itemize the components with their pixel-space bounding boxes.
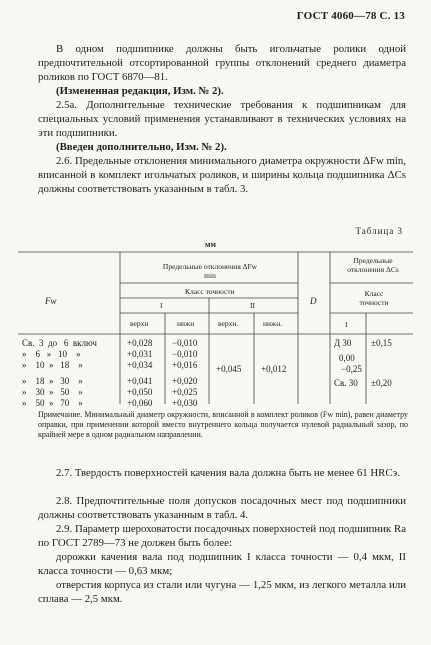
header-group-cs: Предельные отклонения ΔCs: [347, 256, 399, 274]
table-row-label: Св. 3 до 6 включ: [22, 338, 97, 348]
header-lower-2: нижн.: [263, 319, 283, 328]
header-class: Класс точности: [185, 287, 235, 296]
paragraph-2-7: 2.7. Твердость поверхностей качения вала должна быть не менее 61 HRCэ.: [56, 467, 400, 479]
table-row-label: » 6 » 10 »: [22, 349, 81, 359]
cs-upper: 0,00: [339, 353, 355, 363]
table-caption: Таблица 3: [355, 226, 403, 236]
k1-lower-value: −0,010: [172, 349, 198, 359]
k1-lower-value: −0,010: [172, 338, 198, 348]
table-row-label: » 30 » 50 »: [22, 387, 83, 397]
d-range: Св. 30: [334, 378, 358, 388]
header-upper-1: верхн: [130, 319, 149, 328]
k2-upper-value: +0,045: [216, 364, 242, 374]
standard-header: ГОСТ 4060—78 С. 13: [296, 10, 405, 22]
table-row-label: » 10 » 18 »: [22, 360, 83, 370]
k1-lower-value: +0,020: [172, 376, 198, 386]
paragraph-2-6: 2.6. Предельные отклонения минимального диаметра окружности ΔFw min, вписанной в комплект игольчатых роликов, и ширины кольца подшипника ΔCs должны соответствовать указанным в табл. 3.: [38, 155, 406, 195]
amendment-note-1: (Измененная редакция, Изм. № 2).: [56, 85, 224, 97]
paragraph-rollers: В одном подшипнике должны быть игольчатые ролики одной предпочтительной отсортированной группы отклонений среднего диаметра роликов по ГОСТ 6870—81.: [38, 43, 406, 83]
k1-lower-value: +0,030: [172, 398, 198, 408]
k1-upper-value: +0,031: [127, 349, 153, 359]
header-group-fw: Предельные отклонения ΔFw min: [162, 262, 258, 280]
paragraph-housing: отверстия корпуса из стали или чугуна — 1,25 мкм, из легкого металла или сплава — 2,5 мкм.: [38, 579, 406, 605]
k1-lower-value: +0,025: [172, 387, 198, 397]
header-class-2: Класс точности: [359, 289, 389, 307]
table-row-label: » 18 » 30 »: [22, 376, 83, 386]
paragraph-2-5a: 2.5а. Дополнительные технические требования к подшипникам для специальных условий применения устанавливают в технических условиях на эти подшипники.: [38, 99, 406, 139]
header-fw: Fw: [45, 296, 57, 306]
k1-upper-value: +0,028: [127, 338, 153, 348]
k1-upper-value: +0,041: [127, 376, 153, 386]
k1-lower-value: +0,016: [172, 360, 198, 370]
header-class-i: I: [160, 301, 163, 310]
paragraph-raceway: дорожки качения вала под подшипник I класса точности — 0,4 мкм, II класса точности — 0,63 мкм;: [38, 551, 406, 577]
header-class-ii: II: [250, 301, 255, 310]
header-d: D: [310, 296, 317, 306]
table-note: Примечание. Минимальный диаметр окружности, вписанной в комплект роликов (Fw min), равен диаметру оправки, при применении которой вместо внутреннего кольца получается нулевой радиальный зазор, по крайней мере в одном радиальном направлении.: [38, 410, 408, 439]
table-row-label: » 50 » 70 »: [22, 398, 83, 408]
amendment-note-2: (Введен дополнительно, Изм. № 2).: [56, 141, 227, 153]
paragraph-2-9: 2.9. Параметр шероховатости посадочных поверхностей под подшипник Ra по ГОСТ 2789—73 не должен быть более:: [38, 523, 406, 549]
cs-lower: −0,25: [341, 364, 362, 374]
header-upper-2: верхн.: [218, 319, 239, 328]
k1-upper-value: +0,034: [127, 360, 153, 370]
d-range: Д 30: [334, 338, 352, 348]
k1-upper-value: +0,060: [127, 398, 153, 408]
k2-lower-value: +0,012: [261, 364, 287, 374]
header-class-i-2: I: [345, 320, 348, 329]
paragraph-2-8: 2.8. Предпочтительные поля допусков посадочных мест под подшипники должны соответствовать указанным в табл. 4.: [38, 495, 406, 521]
header-lower-1: нижн: [177, 319, 195, 328]
cs-tolerance: ±0,20: [371, 378, 392, 388]
cs-tolerance: ±0,15: [371, 338, 392, 348]
k1-upper-value: +0,050: [127, 387, 153, 397]
table-unit: мм: [205, 240, 216, 249]
